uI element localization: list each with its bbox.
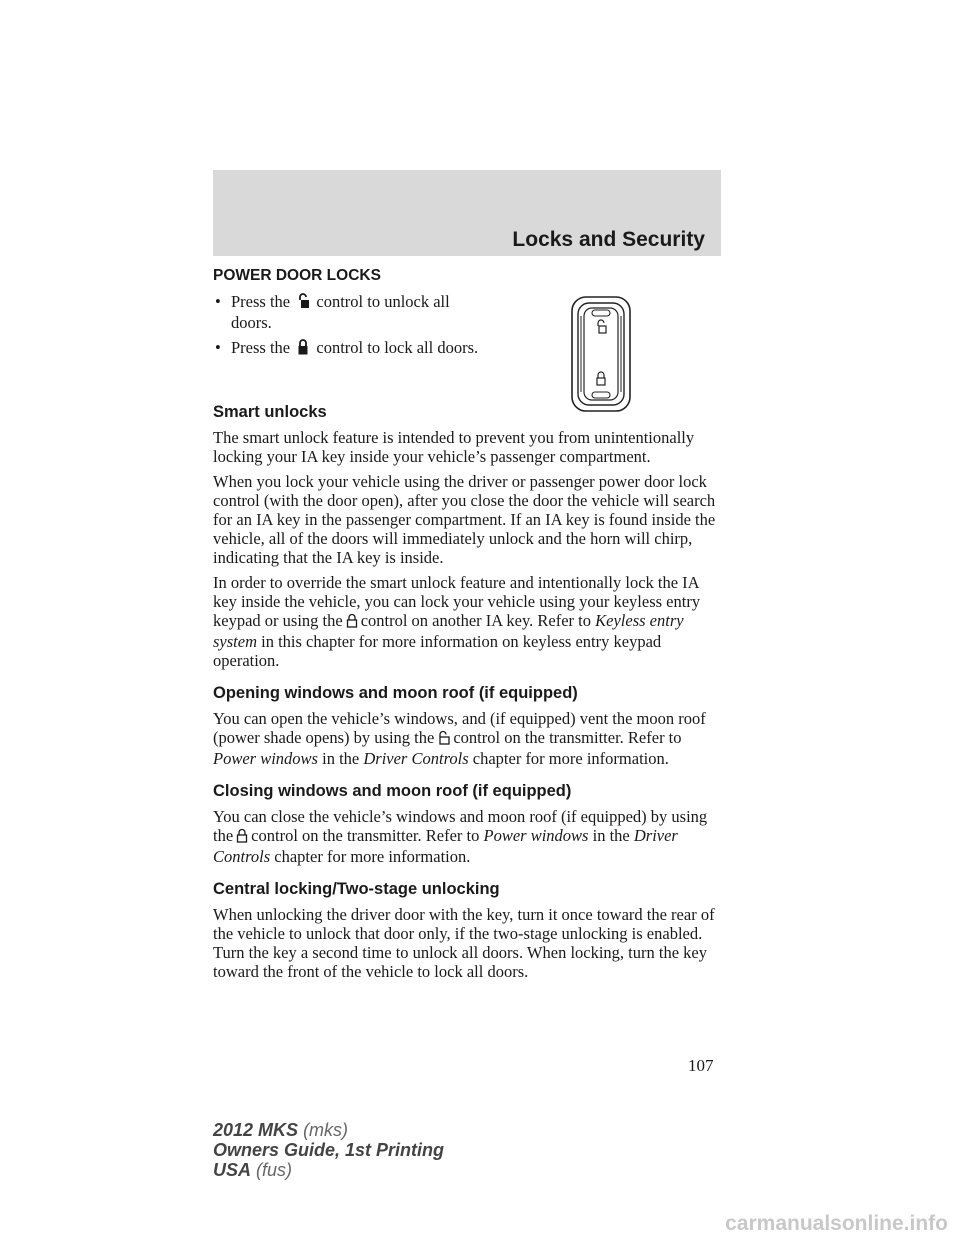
page-content — [213, 266, 721, 987]
unlock-icon — [437, 730, 450, 749]
page-number: 107 — [688, 1056, 714, 1075]
opening-windows-paragraph: You can open the vehicle’s windows, and (if equipped) vent the moon roof (power shade opens) by using the control on the transmitter. Refer to Power windows in the Driver Controls chapter for more information. — [213, 709, 706, 768]
unlock-icon — [297, 293, 309, 313]
smart-unlocks-paragraph-2: When you lock your vehicle using the driver or passenger power door lock control (with the door open), after you close the door the vehicle will search for an IA key in the passenger compartment. If an IA key is found inside the vehicle, all of the doors will immediately unlock and the horn will chirp, indicating that the IA key is inside. — [213, 472, 716, 567]
watermark: carmanualsonline.info — [725, 1212, 948, 1235]
central-locking-title: Central locking/Two-stage unlocking — [213, 880, 500, 898]
smart-unlocks-paragraph-1: The smart unlock feature is intended to prevent you from unintentionally locking your IA key inside your vehicle’s passenger compartment. — [213, 428, 695, 466]
bullet-lock: • Press the control to lock all doors. — [215, 338, 479, 357]
keyless-entry-reference: Keyless entry system — [213, 611, 684, 651]
bullet-dot: • — [215, 292, 221, 311]
closing-windows-paragraph: You can close the vehicle’s windows and moon roof (if equipped) by using the control on the transmitter. Refer to Power windows in the Driver Controls chapter for more information. — [213, 807, 708, 866]
driver-controls-reference: Driver Controls — [213, 826, 678, 866]
central-locking-paragraph: When unlocking the driver door with the key, turn it once toward the rear of the vehicle to unlock that door only, if the two-stage unlocking is enabled. Turn the key a second time to unlock all doors. When locking, turn the key toward the front of the vehicle to lock all doors. — [213, 905, 715, 981]
bullet-list — [213, 292, 483, 359]
driver-controls-reference: Driver Controls — [363, 749, 469, 768]
lock-icon — [236, 828, 248, 847]
opening-windows-title: Opening windows and moon roof (if equipped) — [213, 684, 578, 702]
bullet-unlock: • Press the control to unlock all doors. — [215, 292, 450, 332]
bullet-dot: • — [215, 338, 221, 357]
smart-unlocks-paragraph-3: In order to override the smart unlock feature and intentionally lock the IA key inside the vehicle, you can lock your vehicle using your keyless entry keypad or using the control on another IA key. Refer to Keyless entry system in this chapter for more information on keyless entry keypad operation. — [213, 573, 701, 670]
lock-icon — [597, 372, 605, 385]
header-band — [213, 170, 721, 256]
section-title: POWER DOOR LOCKS — [213, 267, 381, 284]
power-windows-reference: Power windows — [483, 826, 589, 845]
lock-icon — [297, 339, 309, 359]
closing-windows-title: Closing windows and moon roof (if equipped) — [213, 782, 572, 800]
door-lock-switch-illustration — [571, 296, 631, 412]
lock-icon — [346, 613, 358, 632]
chapter-title: Locks and Security — [512, 228, 705, 251]
document-footer: 2012 MKS (mks) Owners Guide, 1st Printing USA (fus) — [213, 1120, 445, 1180]
smart-unlocks-title: Smart unlocks — [213, 403, 327, 421]
unlock-icon — [598, 320, 606, 333]
power-windows-reference: Power windows — [213, 749, 318, 768]
